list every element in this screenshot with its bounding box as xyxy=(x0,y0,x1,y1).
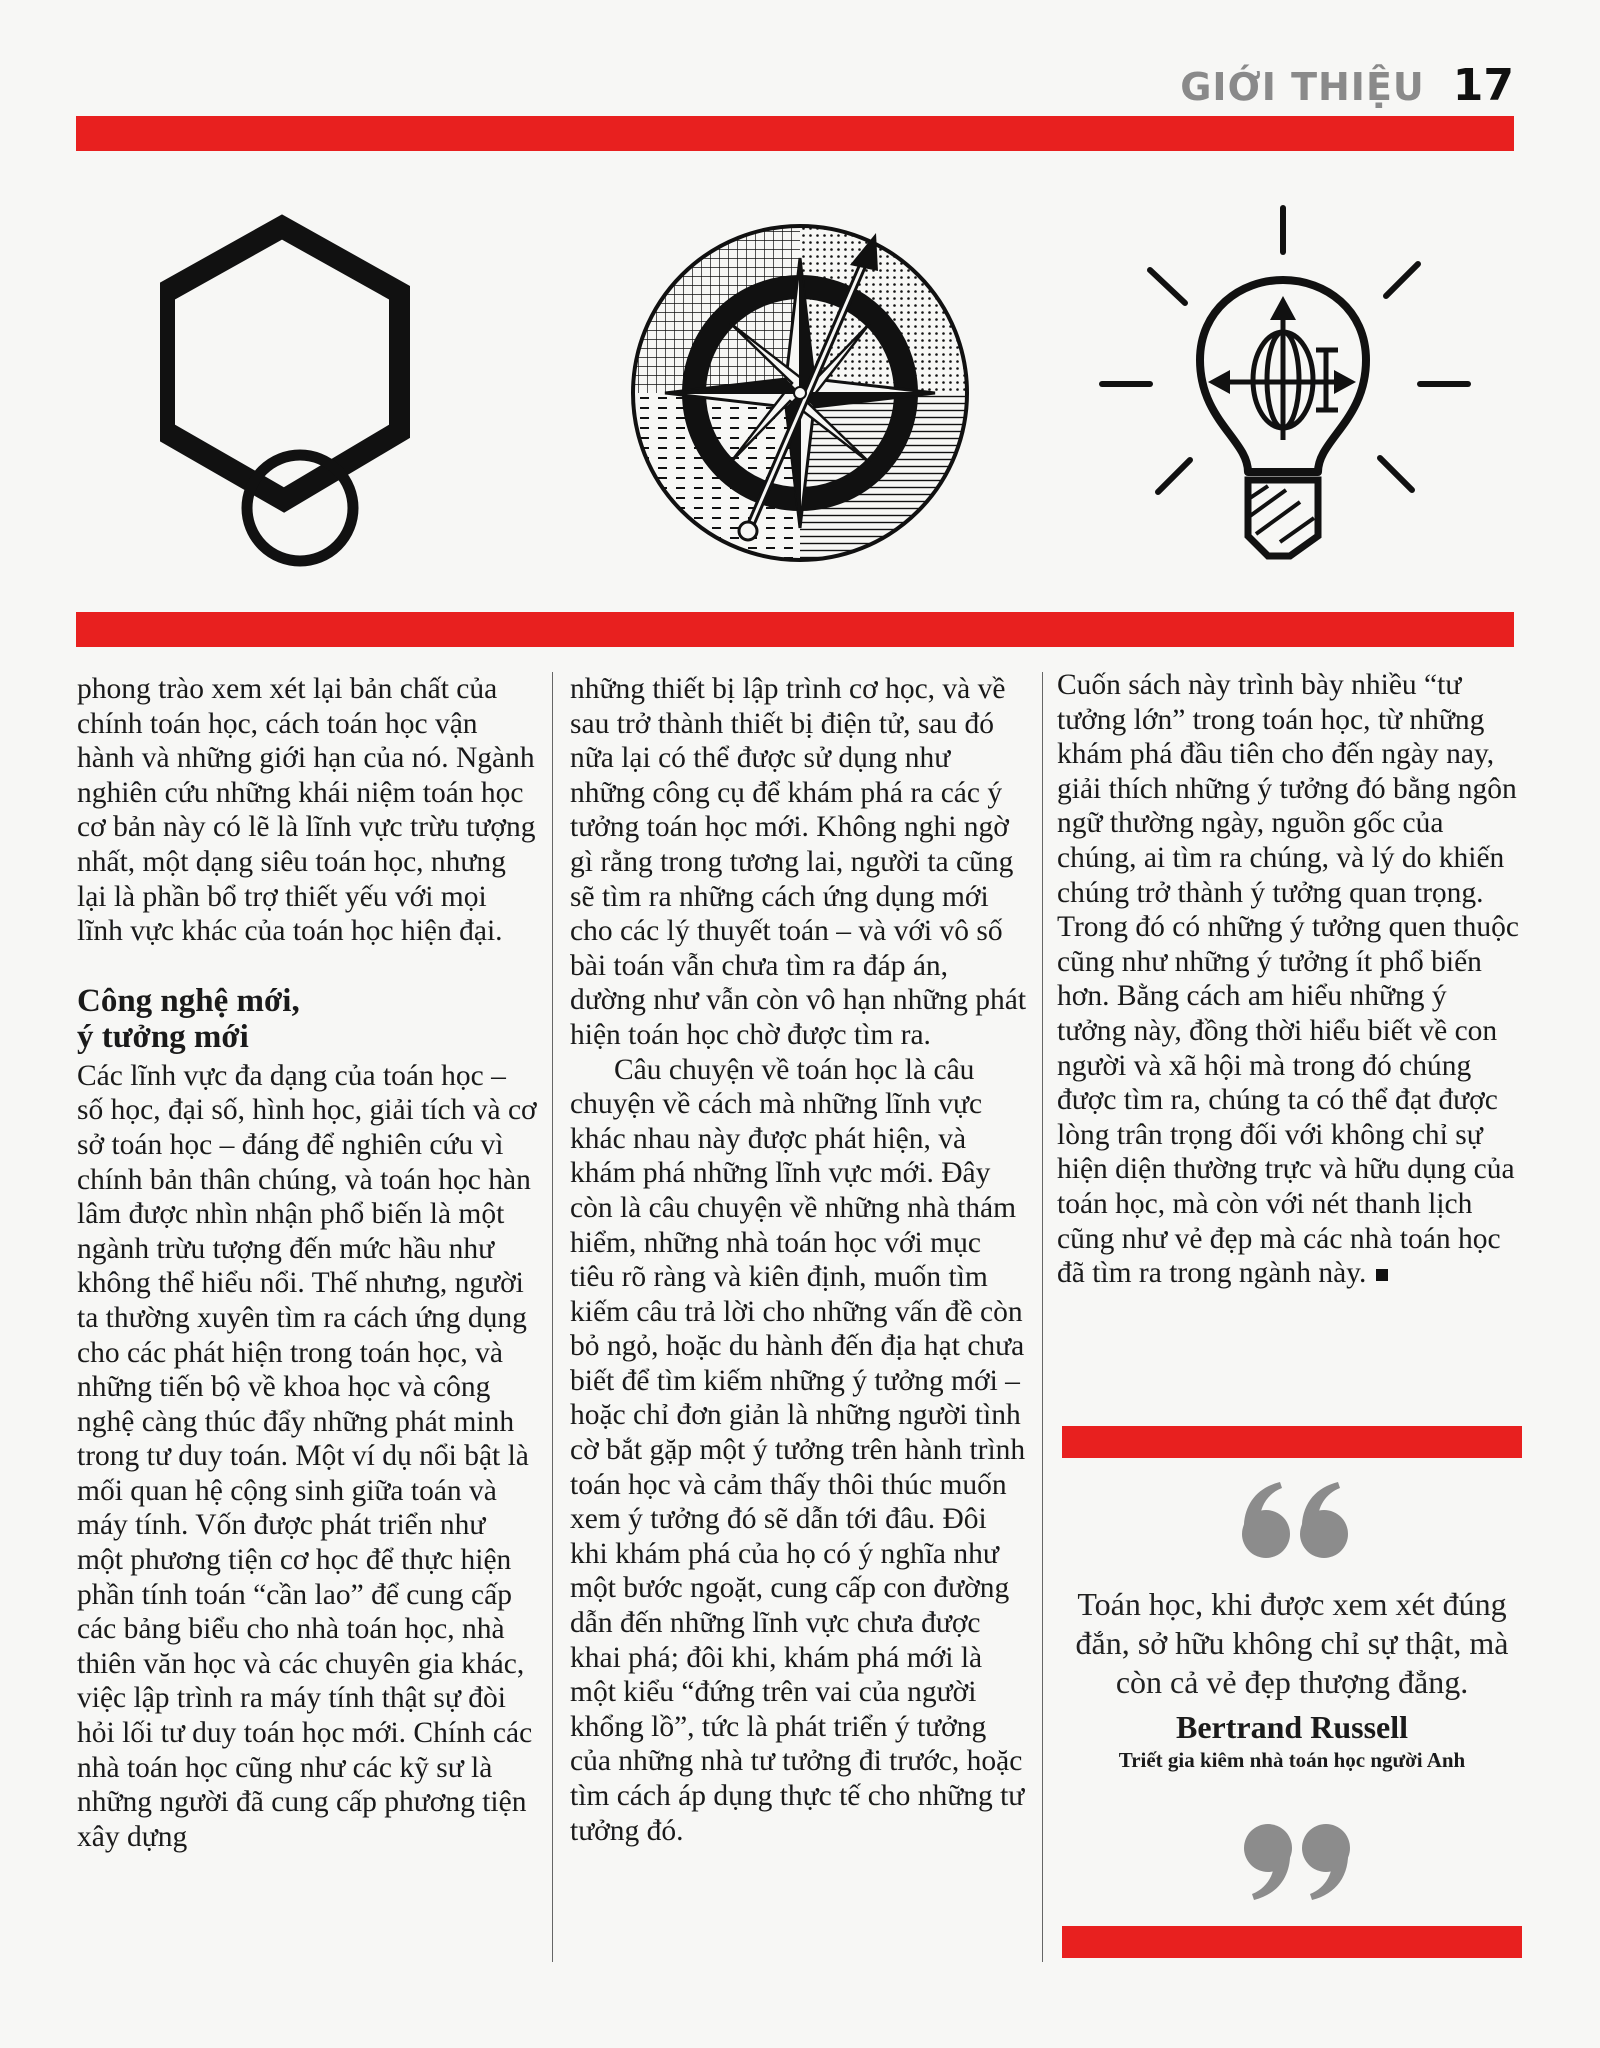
middle-red-bar xyxy=(76,612,1514,647)
section-title: GIỚI THIỆU xyxy=(1180,65,1425,109)
text-column-3 xyxy=(1057,668,1522,1291)
section-heading xyxy=(77,983,537,1055)
text-column-2 xyxy=(570,672,1030,1848)
column-rule xyxy=(1042,672,1043,1962)
quote-top-bar xyxy=(1062,1426,1522,1458)
lightbulb-icon xyxy=(1090,200,1480,570)
close-quote-icon xyxy=(1236,1820,1356,1902)
quote-author-role: Triết gia kiêm nhà toán học người Anh xyxy=(1118,1748,1466,1772)
end-mark-icon xyxy=(1376,1269,1388,1281)
open-quote-icon xyxy=(1236,1480,1356,1562)
paragraph-text: Cuốn sách này trình bày nhiều “tư tưởng lớn” trong toán học, từ những khám phá đầu tiên cho đến ngày nay, giải thích những ý tưởng đó bằng ngôn ngữ thường ngày, nguồn gốc của chúng, ai tìm ra chúng, và lý do khiến chúng trở thành ý tưởng quan trọng. Trong đó có những ý tưởng quen thuộc cũng như những ý tưởng ít phổ biến hơn. Bằng cách am hiểu những ý tưởng này, đồng thời hiểu biết về con người và xã hội mà trong đó chúng được tìm ra, chúng ta có thể đạt được lòng trân trọng đối với không chỉ sự hiện diện thường trực và hữu dụng của toán học, mà còn với nét thanh lịch cũng như vẻ đẹp mà các nhà toán học đã tìm ra trong ngành này. xyxy=(1057,669,1519,1290)
heading-line: Công nghệ mới, xyxy=(77,982,300,1019)
quote-author: Bertrand Russell xyxy=(1176,1709,1408,1745)
quote-bottom-bar xyxy=(1062,1926,1522,1958)
paragraph: những thiết bị lập trình cơ học, và về sau trở thành thiết bị điện tử, sau đó nữa lại có thể được sử dụng như những công cụ để khám phá ra các ý tưởng toán học mới. Không nghi ngờ gì rằng trong tương lai, người ta cũng sẽ tìm ra những cách ứng dụng mới cho các lý thuyết toán – và với vô số bài toán vẫn chưa tìm ra đáp án, dường như vẫn còn vô hạn những phát hiện toán học chờ được tìm ra. xyxy=(570,673,1027,1051)
pull-quote xyxy=(1062,1585,1522,1774)
running-header xyxy=(1180,60,1514,111)
page-number: 17 xyxy=(1452,60,1514,111)
paragraph xyxy=(1057,668,1522,1291)
hexagon-circle-icon xyxy=(160,205,410,575)
top-red-bar xyxy=(76,116,1514,151)
heading-line: ý tưởng mới xyxy=(77,1018,249,1055)
quote-text: Toán học, khi được xem xét đúng đắn, sở hữu không chỉ sự thật, mà còn cả vẻ đẹp thượng đẳng. xyxy=(1075,1586,1509,1700)
paragraph: phong trào xem xét lại bản chất của chính toán học, cách toán học vận hành và những giới hạn của nó. Ngành nghiên cứu những khái niệm toán học cơ bản này có lẽ là lĩnh vực trừu tượng nhất, một dạng siêu toán học, nhưng lại là phần bổ trợ thiết yếu với mọi lĩnh vực khác của toán học hiện đại. xyxy=(77,673,536,948)
paragraph: Các lĩnh vực đa dạng của toán học – số học, đại số, hình học, giải tích và cơ sở toán học – đáng để nghiên cứu vì chính bản thân chúng, và toán học hàn lâm được nhìn nhận phổ biến là một ngành trừu tượng đến mức hầu như không thể hiểu nổi. Thế nhưng, người ta thường xuyên tìm ra cách ứng dụng cho các phát hiện trong toán học, và những tiến bộ về khoa học và công nghệ càng thúc đẩy những phát minh trong tư duy toán. Một ví dụ nổi bật là mối quan hệ cộng sinh giữa toán và máy tính. Vốn được phát triển như một phương tiện cơ học để thực hiện phần tính toán “cần lao” để cung cấp các bảng biểu cho nhà toán học, nhà thiên văn học và các chuyên gia khác, việc lập trình ra máy tính thật sự đòi hỏi lối tư duy toán học mới. Chính các nhà toán học cũng như các kỹ sư là những người đã cung cấp phương tiện xây dựng xyxy=(77,1059,537,1853)
compass-rose-icon xyxy=(628,205,973,577)
column-rule xyxy=(552,672,553,1962)
text-column-1 xyxy=(77,672,537,1854)
paragraph: Câu chuyện về toán học là câu chuyện về cách mà những lĩnh vực khác nhau này được phát hiện, và khám phá những lĩnh vực mới. Đây còn là câu chuyện về những nhà thám hiểm, những nhà toán học với mục tiêu rõ ràng và kiên định, muốn tìm kiếm câu trả lời cho những vấn đề còn bỏ ngỏ, hoặc du hành đến địa hạt chưa biết để tìm kiếm những ý tưởng mới – hoặc chỉ đơn giản là những người tình cờ bắt gặp một ý tưởng trên hành trình toán học và cảm thấy thôi thúc muốn xem ý tưởng đó sẽ dẫn tới đâu. Đôi khi khám phá của họ có ý nghĩa như một bước ngoặt, cung cấp con đường dẫn đến những lĩnh vực chưa được khai phá; đôi khi, khám phá mới là một kiểu “đứng trên vai của người khổng lồ”, tức là phát triển ý tưởng của những nhà tư tưởng đi trước, hoặc tìm cách áp dụng thực tế cho những tư tưởng đó. xyxy=(570,1053,1026,1847)
